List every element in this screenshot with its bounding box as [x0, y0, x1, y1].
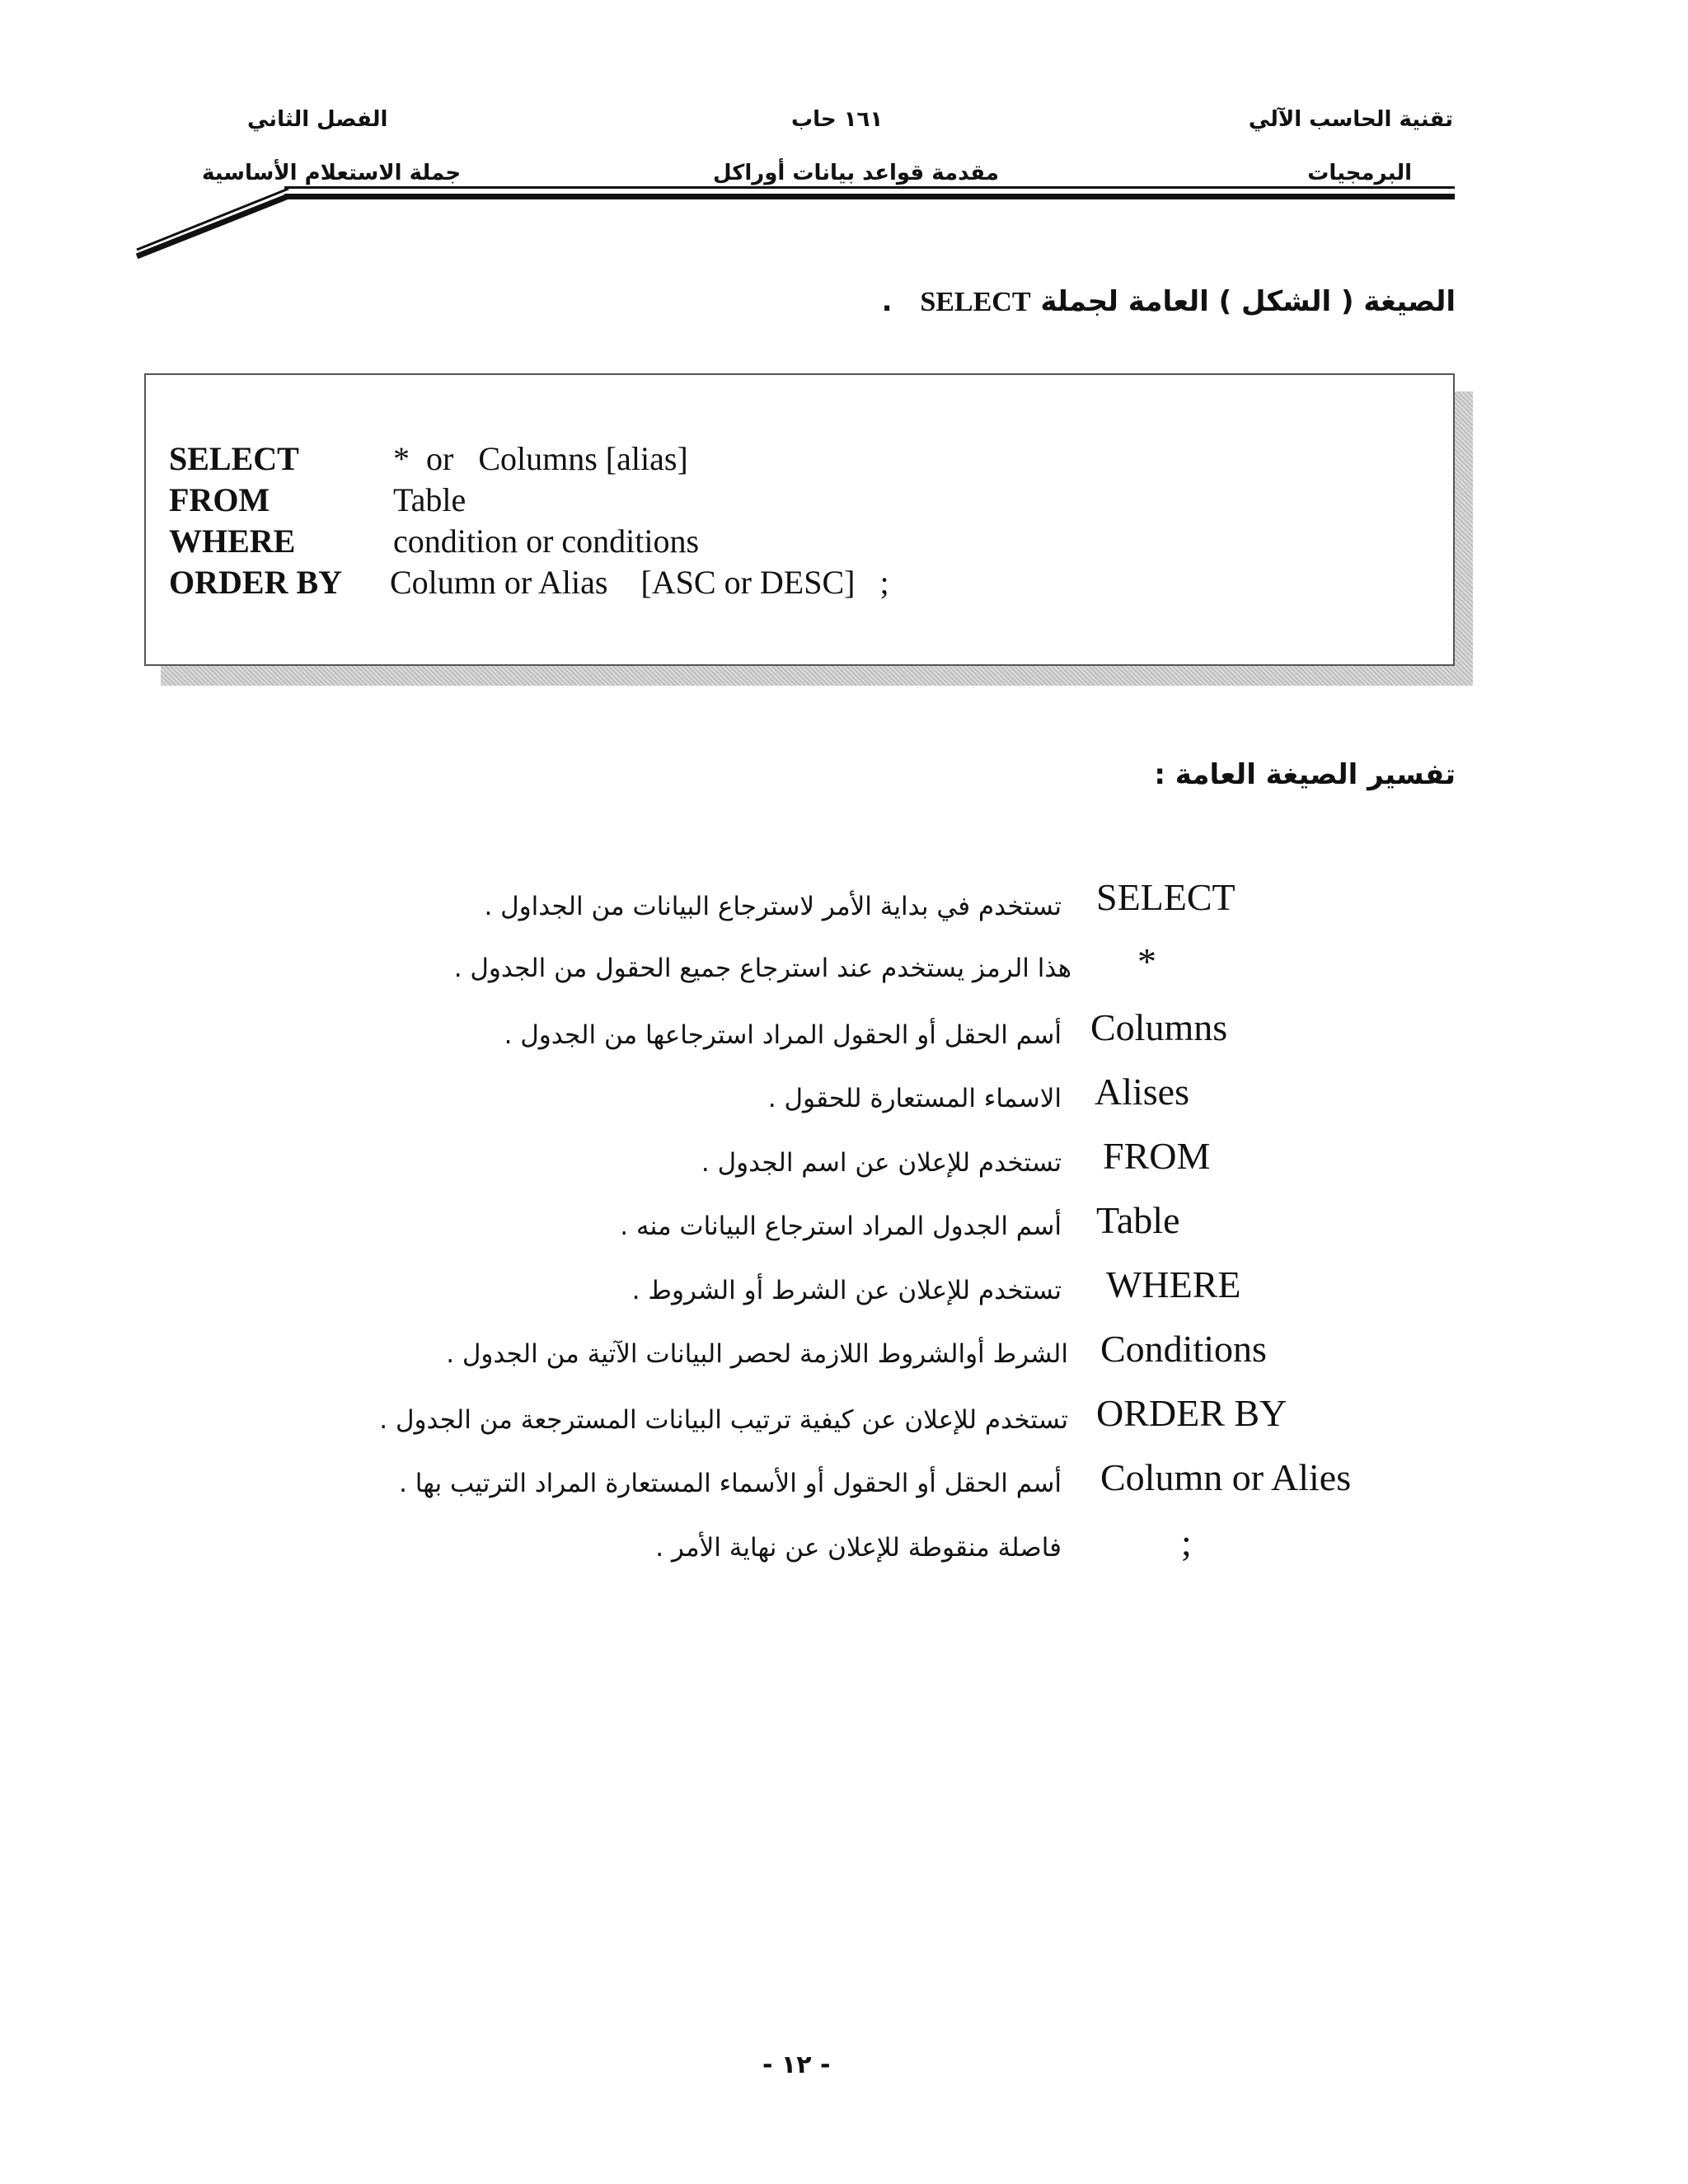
header-course-title: مقدمة قواعد بيانات أوراكل [713, 161, 999, 185]
section-title-arabic: الصيغة ( الشكل ) العامة لجملة [1040, 285, 1456, 318]
header-rule-thin [284, 186, 1455, 189]
header-chapter: الفصل الثاني [247, 107, 388, 132]
term-columns: Columns [1090, 1006, 1228, 1048]
syntax-from-keyword: FROM [169, 481, 270, 518]
term-where: WHERE [1106, 1263, 1241, 1305]
syntax-orderby-value: Column or Alias [ASC or DESC] ; [390, 564, 889, 601]
syntax-orderby-keyword: ORDER BY [169, 564, 343, 601]
desc-semicolon: فاصلة منقوطة للإعلان عن نهاية الأمر . [655, 1533, 1062, 1563]
term-semicolon: ; [1181, 1521, 1192, 1563]
syntax-select-keyword: SELECT [169, 440, 299, 477]
desc-from: تستخدم للإعلان عن اسم الجدول . [701, 1148, 1062, 1178]
section-title [882, 285, 1456, 318]
header-rule-thick [284, 194, 1455, 199]
header-rule-slant [132, 185, 297, 260]
syntax-select-value: * or Columns [alias] [393, 440, 688, 477]
term-select: SELECT [1096, 876, 1236, 918]
section-title-keyword: SELECT [920, 287, 1031, 317]
header-course-field: تقنية الحاسب الآلي [1248, 107, 1453, 132]
desc-column-or-alias: أسم الحقل أو الحقول أو الأسماء المستعارة المراد الترتيب بها . [399, 1469, 1062, 1498]
header-course-code: ١٦١ حاب [791, 107, 884, 132]
syntax-box [144, 373, 1455, 666]
desc-columns: أسم الحقل أو الحقول المراد استرجاعها من الجدول . [504, 1020, 1062, 1050]
desc-order-by: تستخدم للإعلان عن كيفية ترتيب البيانات المسترجعة من الجدول . [379, 1405, 1068, 1435]
syntax-where-value: condition or conditions [393, 523, 700, 560]
desc-asterisk: هذا الرمز يستخدم عند استرجاع جميع الحقول من الجدول . [453, 954, 1071, 983]
term-column-or-alias: Column or Alies [1100, 1456, 1352, 1498]
term-order-by: ORDER BY [1096, 1392, 1287, 1434]
desc-table: أسم الجدول المراد استرجاع البيانات منه . [620, 1212, 1062, 1241]
term-table: Table [1096, 1199, 1180, 1241]
syntax-where-keyword: WHERE [169, 523, 296, 560]
header-specialty: البرمجيات [1307, 161, 1412, 185]
syntax-from-value: Table [393, 481, 467, 518]
page-number: - ١٢ - [762, 2050, 831, 2079]
desc-aliases: الاسماء المستعارة للحقول . [767, 1084, 1062, 1113]
section-title-period: . [881, 285, 893, 318]
desc-conditions: الشرط أوالشروط اللازمة لحصر البيانات الآتية من الجدول . [446, 1339, 1068, 1369]
desc-where: تستخدم للإعلان عن الشرط أو الشروط . [631, 1276, 1062, 1305]
explanation-title: تفسير الصيغة العامة : [1154, 758, 1456, 791]
term-conditions: Conditions [1100, 1328, 1267, 1370]
term-from: FROM [1103, 1135, 1211, 1177]
term-asterisk: * [1137, 940, 1156, 982]
term-aliases: Alises [1095, 1071, 1189, 1113]
header-chapter-title: جملة الاستعلام الأساسية [202, 161, 462, 185]
desc-select: تستخدم في بداية الأمر لاسترجاع البيانات من الجداول . [484, 892, 1062, 921]
